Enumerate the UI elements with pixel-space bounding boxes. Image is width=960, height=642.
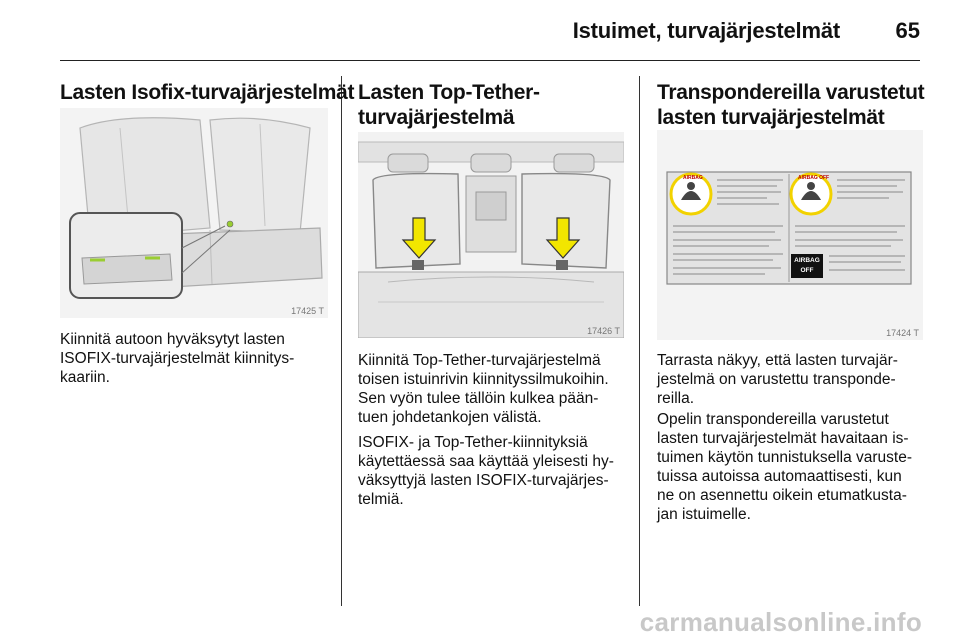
title-line: Lasten Top-Tether- (358, 81, 540, 104)
text-line: käytettäessä saa käyttää yleisesti hy- (358, 453, 614, 470)
transponder-paragraph-1 (657, 351, 937, 408)
text-line: ISOFIX-turvajärjestelmät kiinnitys- (60, 350, 295, 367)
transponder-paragraph-2 (657, 410, 937, 524)
airbag-badge-label: AIRBAG (683, 175, 703, 181)
text-line: Kiinnitä autoon hyväksytyt lasten (60, 331, 285, 348)
text-line: reilla. (657, 390, 695, 407)
top-tether-illustration (358, 132, 624, 338)
text-line: lasten turvajärjestelmät havaitaan is- (657, 430, 909, 447)
text-line: jestelmä on varustettu transponde- (657, 371, 896, 388)
text-line: ISOFIX- ja Top-Tether-kiinnityksiä (358, 434, 588, 451)
text-line: tuen johdetankojen välistä. (358, 409, 542, 426)
text-line: Tarrasta näkyy, että lasten turvajär- (657, 352, 898, 369)
section-title-top-tether (358, 80, 540, 130)
transponder-label-illustration (657, 130, 923, 340)
figure-number: 17426 T (587, 326, 620, 336)
title-line: Lasten Isofix-turvajärjestelmät (60, 81, 355, 104)
header-rule (60, 60, 920, 61)
figure-number: 17424 T (886, 328, 919, 338)
text-line: Kiinnitä Top-Tether-turvajärjestelmä (358, 352, 601, 369)
top-tether-paragraph-1 (358, 351, 633, 427)
figure-number: 17425 T (291, 306, 324, 316)
watermark: carmanualsonline.info (639, 607, 922, 637)
column-divider (639, 76, 640, 606)
section-title-transponder (657, 80, 924, 130)
title-line: turvajärjestelmä (358, 106, 515, 129)
isofix-seat-illustration (60, 108, 328, 318)
text-line: Opelin transpondereilla varustetut (657, 411, 889, 428)
top-tether-paragraph-2 (358, 433, 633, 509)
running-header-title: Istuimet, turvajärjestelmät (572, 18, 840, 43)
column-divider (341, 76, 342, 606)
text-line: Sen vyön tulee tällöin kulkea pään- (358, 390, 599, 407)
text-line: kaariin. (60, 369, 110, 386)
button-text-line: OFF (800, 267, 814, 274)
airbag-off-button-label (791, 254, 823, 278)
text-line: väksyttyjä lasten ISOFIX-turvajärjes- (358, 472, 609, 489)
title-line: lasten turvajärjestelmät (657, 106, 885, 129)
text-line: tuissa autoissa automaattisesti, kun (657, 468, 902, 485)
text-line: ne on asennettu oikein etumatkusta- (657, 487, 907, 504)
section-title-isofix (60, 80, 354, 105)
text-line: jan istuimelle. (657, 506, 751, 523)
text-line: tuimen käytön tunnistuksella varuste- (657, 449, 913, 466)
page-number: 65 (895, 18, 920, 43)
text-line: telmiä. (358, 491, 404, 508)
isofix-paragraph (60, 330, 330, 387)
text-line: toisen istuinrivin kiinnityssilmukoihin. (358, 371, 609, 388)
button-text-line: AIRBAG (794, 257, 820, 264)
title-line: Transpondereilla varustetut (657, 81, 925, 104)
airbag-off-badge-label: AIRBAG OFF (798, 175, 830, 181)
